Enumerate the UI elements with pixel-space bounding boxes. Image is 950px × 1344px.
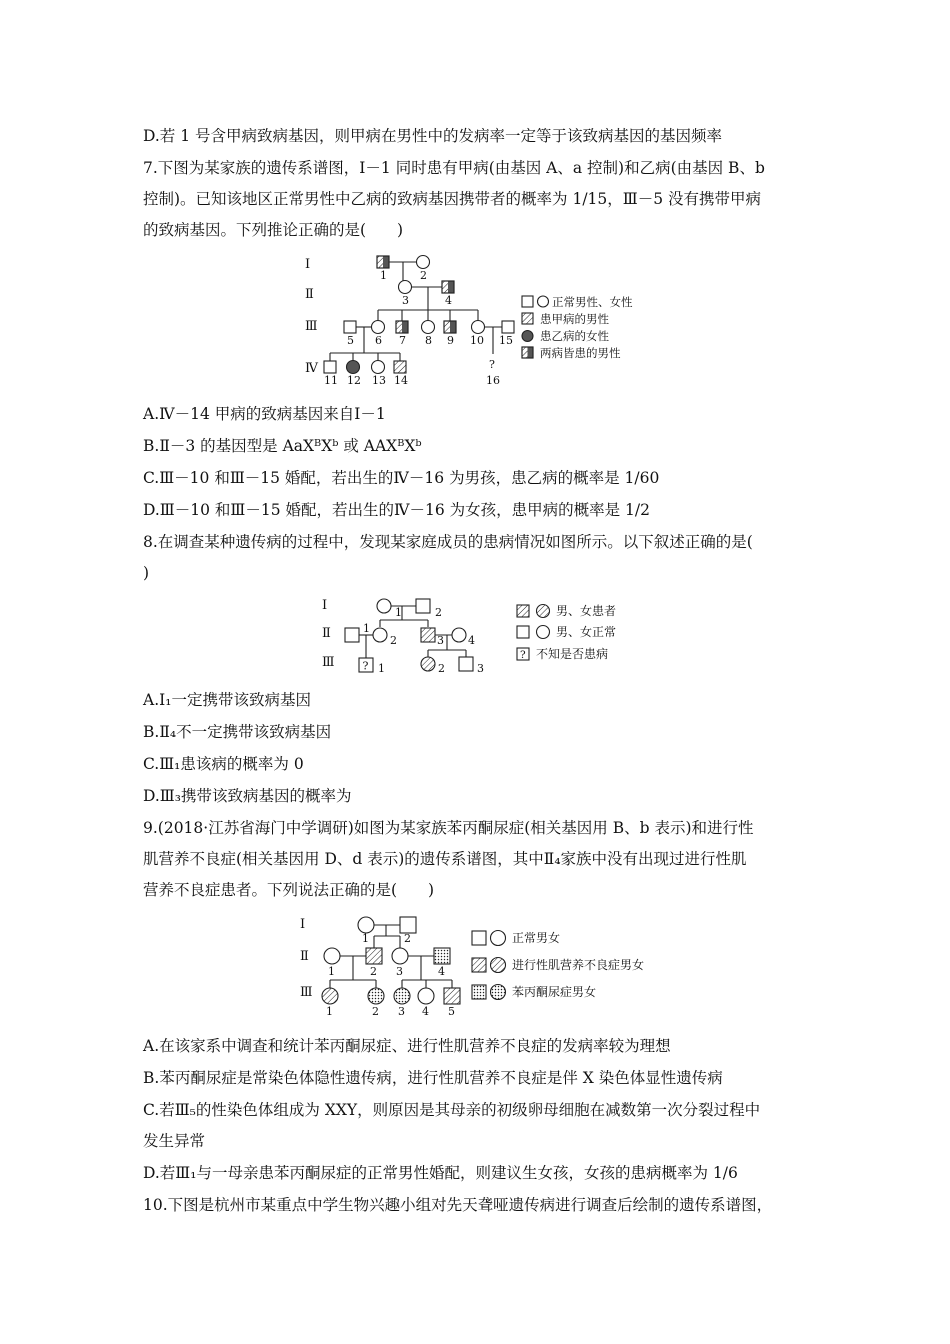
q9-iii1-dmd-female: [322, 988, 338, 1004]
q9-option-b: B.苯丙酮尿症是常染色体隐性遗传病，进行性肌营养不良症是伴 X 染色体显性遗传病: [143, 1069, 723, 1087]
q9-legend-label: 进行性肌营养不良症男女: [512, 958, 645, 972]
q7-legend-filled-circle-icon: [522, 331, 533, 342]
q7-iv13-female: [372, 361, 385, 374]
q9-legend-pku-male-icon: [472, 985, 486, 999]
q7-id: 16: [486, 374, 500, 387]
q9-id: 2: [370, 965, 377, 978]
q9-ii3-female: [392, 948, 408, 964]
q7-unknown-mark: ?: [489, 358, 495, 371]
q7-id: 12: [347, 374, 361, 387]
q8-id: 2: [390, 634, 397, 647]
q9-stem-line2: 肌营养不良症(相关基因用 D、d 表示)的遗传系谱图，其中Ⅱ₄家族中没有出现过进行性肌: [143, 850, 747, 868]
q7-gen-label: Ⅱ: [305, 287, 314, 302]
q9-gen-label: Ⅲ: [300, 985, 313, 1000]
q9-id: 1: [326, 1005, 333, 1018]
q9-option-c-line1: C.若Ⅲ₅的性染色体组成为 XXY，则原因是其母亲的初级卵母细胞在减数第一次分裂过程中: [143, 1101, 761, 1119]
q7-legend-both-icon: [522, 347, 533, 358]
q9-id: 1: [328, 965, 335, 978]
q9-iii2-pku-female: [368, 988, 384, 1004]
q8-legend-label: 男、女正常: [556, 625, 617, 639]
q8-i2-male: [416, 599, 430, 613]
q7-iv12-affected-female: [347, 361, 360, 374]
q7-id: 6: [375, 334, 382, 347]
q7-option-b: B.Ⅱ－3 的基因型是 AaXᴮXᵇ 或 AAXᴮXᵇ: [143, 437, 422, 455]
q7-iv11-male: [324, 361, 336, 373]
q9-pedigree: [296, 910, 676, 1018]
q8-legend-label: 不知是否患病: [536, 647, 609, 661]
q9-id: 2: [372, 1005, 379, 1018]
q8-id: 3: [437, 634, 444, 647]
q7-stem-line2: 控制)。已知该地区正常男性中乙病的致病基因携带者的概率为 1/15，Ⅲ－5 没有携带甲病: [143, 190, 762, 208]
q6-option-d: D.若 1 号含甲病致病基因，则甲病在男性中的发病率一定等于该致病基因的基因频率: [143, 127, 723, 145]
q8-i1-female: [377, 599, 391, 613]
q8-stem-line2: ): [143, 564, 150, 582]
q8-legend-unknown-mark: ?: [520, 649, 526, 661]
q7-id: 15: [499, 334, 513, 347]
q8-legend-affected-male-icon: [517, 605, 529, 617]
q9-option-c-line2: 发生异常: [143, 1132, 206, 1150]
q9-id: 3: [398, 1005, 405, 1018]
q9-id: 4: [422, 1005, 429, 1018]
q8-option-a: A.Ⅰ₁一定携带该致病基因: [143, 691, 311, 709]
q9-gen-label: Ⅱ: [300, 949, 309, 964]
q8-option-b: B.Ⅱ₄不一定携带该致病基因: [143, 723, 332, 741]
q7-id: 3: [402, 294, 409, 307]
q7-id: 10: [470, 334, 484, 347]
q9-ii2-dmd-male: [366, 948, 382, 964]
q8-pedigree: [318, 594, 638, 684]
q8-iii2-affected-female: [421, 657, 435, 671]
q9-iii5-dmd-male: [444, 988, 460, 1004]
q9-stem-line3: 营养不良症患者。下列说法正确的是( ): [143, 881, 435, 899]
q9-iii4-female: [418, 988, 434, 1004]
q7-option-a: A.Ⅳ－14 甲病的致病基因来自Ⅰ－1: [143, 405, 386, 423]
q8-unknown-mark: ?: [362, 659, 369, 673]
q7-id: 4: [445, 294, 452, 307]
q7-id: 11: [324, 374, 338, 387]
q9-ii1-female: [324, 948, 340, 964]
q7-id: 2: [420, 269, 427, 282]
q8-ii2-female: [373, 628, 387, 642]
q9-i2-male: [400, 917, 416, 933]
q7-legend-label: 两病皆患的男性: [540, 346, 621, 360]
q7-id: 7: [399, 334, 406, 347]
q9-legend-normal-female-icon: [491, 931, 506, 946]
q9-iii3-pku-female: [394, 988, 410, 1004]
q8-id: 1: [395, 606, 402, 619]
q9-stem-line1: 9.(2018·江苏省海门中学调研)如图为某家族苯丙酮尿症(相关基因用 B、b 表示)和进行性: [143, 819, 754, 837]
q8-gen-label: Ⅰ: [322, 598, 328, 613]
q7-pedigree: [300, 250, 660, 390]
q9-id: 3: [396, 965, 403, 978]
q9-id: 1: [362, 932, 369, 945]
q9-i1-female: [358, 917, 374, 933]
q9-ii4-pku-male: [434, 948, 450, 964]
q8-iii3-male: [459, 657, 473, 671]
q7-i2-female: [417, 256, 430, 269]
q8-id: 2: [438, 662, 445, 675]
q7-iii7-both-diseases-male: [396, 321, 408, 333]
q9-legend-pku-female-icon: [491, 985, 506, 1000]
q7-id: 14: [394, 374, 408, 387]
q7-id: 5: [347, 334, 354, 347]
q9-legend-dmd-male-icon: [472, 958, 486, 972]
q9-legend-dmd-female-icon: [491, 958, 506, 973]
q9-id: 5: [448, 1005, 455, 1018]
q8-legend-normal-female-icon: [537, 626, 550, 639]
q8-legend-affected-female-icon: [537, 605, 550, 618]
q7-iii15-male: [502, 321, 514, 333]
q9-option-a: A.在该家系中调查和统计苯丙酮尿症、进行性肌营养不良症的发病率较为理想: [143, 1037, 671, 1055]
q7-legend-label: 患乙病的女性: [540, 329, 609, 343]
q8-option-c: C.Ⅲ₁患该病的概率为 0: [143, 755, 304, 773]
q9-id: 4: [438, 965, 445, 978]
q7-gen-label: Ⅲ: [305, 319, 318, 334]
q9-id: 2: [404, 932, 411, 945]
q7-legend-male-icon: [522, 296, 533, 307]
q7-iv14-affected-male: [394, 361, 406, 373]
q7-id: 13: [372, 374, 386, 387]
q7-iii10-female: [472, 321, 485, 334]
q7-stem-line3: 的致病基因。下列推论正确的是( ): [143, 221, 404, 239]
q8-gen-label: Ⅱ: [322, 626, 331, 641]
q7-ii4-both-diseases-male: [442, 281, 454, 293]
q7-stem-line1: 7.下图为某家族的遗传系谱图，Ⅰ－1 同时患有甲病(由基因 A、a 控制)和乙病(由基因 B、b: [143, 159, 765, 177]
q9-legend-label: 苯丙酮尿症男女: [512, 985, 597, 999]
q7-legend-label: 患甲病的男性: [540, 312, 609, 326]
q9-option-d: D.若Ⅲ₁与一母亲患苯丙酮尿症的正常男性婚配，则建议生女孩，女孩的患病概率为 1/6: [143, 1164, 738, 1182]
q7-id: 8: [425, 334, 432, 347]
q8-gen-label: Ⅲ: [322, 655, 335, 670]
q8-ii3-affected-male: [421, 628, 435, 642]
q8-legend-label: 男、女患者: [556, 604, 617, 618]
q7-i1-both-diseases-male: [377, 256, 389, 268]
q8-ii4-female: [452, 628, 466, 642]
q8-stem-line1: 8.在调查某种遗传病的过程中，发现某家庭成员的患病情况如图所示。以下叙述正确的是(: [143, 533, 753, 551]
q9-legend-normal-male-icon: [472, 931, 486, 945]
q7-legend-hatch-icon: [522, 313, 533, 324]
q9-gen-label: Ⅰ: [300, 917, 306, 932]
q7-legend-female-icon: [538, 296, 549, 307]
q7-option-c: C.Ⅲ－10 和Ⅲ－15 婚配，若出生的Ⅳ－16 为男孩，患乙病的概率是 1/60: [143, 469, 660, 487]
q8-id: 4: [468, 634, 475, 647]
q8-id: 2: [435, 606, 442, 619]
q8-id: 1: [378, 662, 385, 675]
q8-option-d: D.Ⅲ₃携带该致病基因的概率为: [143, 787, 352, 805]
q10-stem-line1: 10.下图是杭州市某重点中学生物兴趣小组对先天聋哑遗传病进行调查后绘制的遗传系谱图，: [143, 1196, 773, 1214]
q8-ii1-male: [345, 628, 359, 642]
q8-id: 1: [363, 622, 370, 635]
q7-gen-label: Ⅳ: [305, 361, 318, 376]
q7-gen-label: Ⅰ: [305, 257, 311, 272]
q8-legend-normal-male-icon: [517, 626, 529, 638]
q7-option-d: D.Ⅲ－10 和Ⅲ－15 婚配，若出生的Ⅳ－16 为女孩，患甲病的概率是 1/2: [143, 501, 651, 519]
q7-iii5-male: [344, 321, 356, 333]
q7-id: 1: [380, 269, 387, 282]
q7-iii8-female: [422, 321, 435, 334]
q7-iii9-both-diseases-male: [444, 321, 456, 333]
q9-legend-label: 正常男女: [512, 931, 561, 945]
q7-legend-label: 正常男性、女性: [552, 295, 633, 309]
q7-ii3-female: [399, 281, 412, 294]
q7-iii6-female: [372, 321, 385, 334]
q7-id: 9: [447, 334, 454, 347]
q8-id: 3: [477, 662, 484, 675]
